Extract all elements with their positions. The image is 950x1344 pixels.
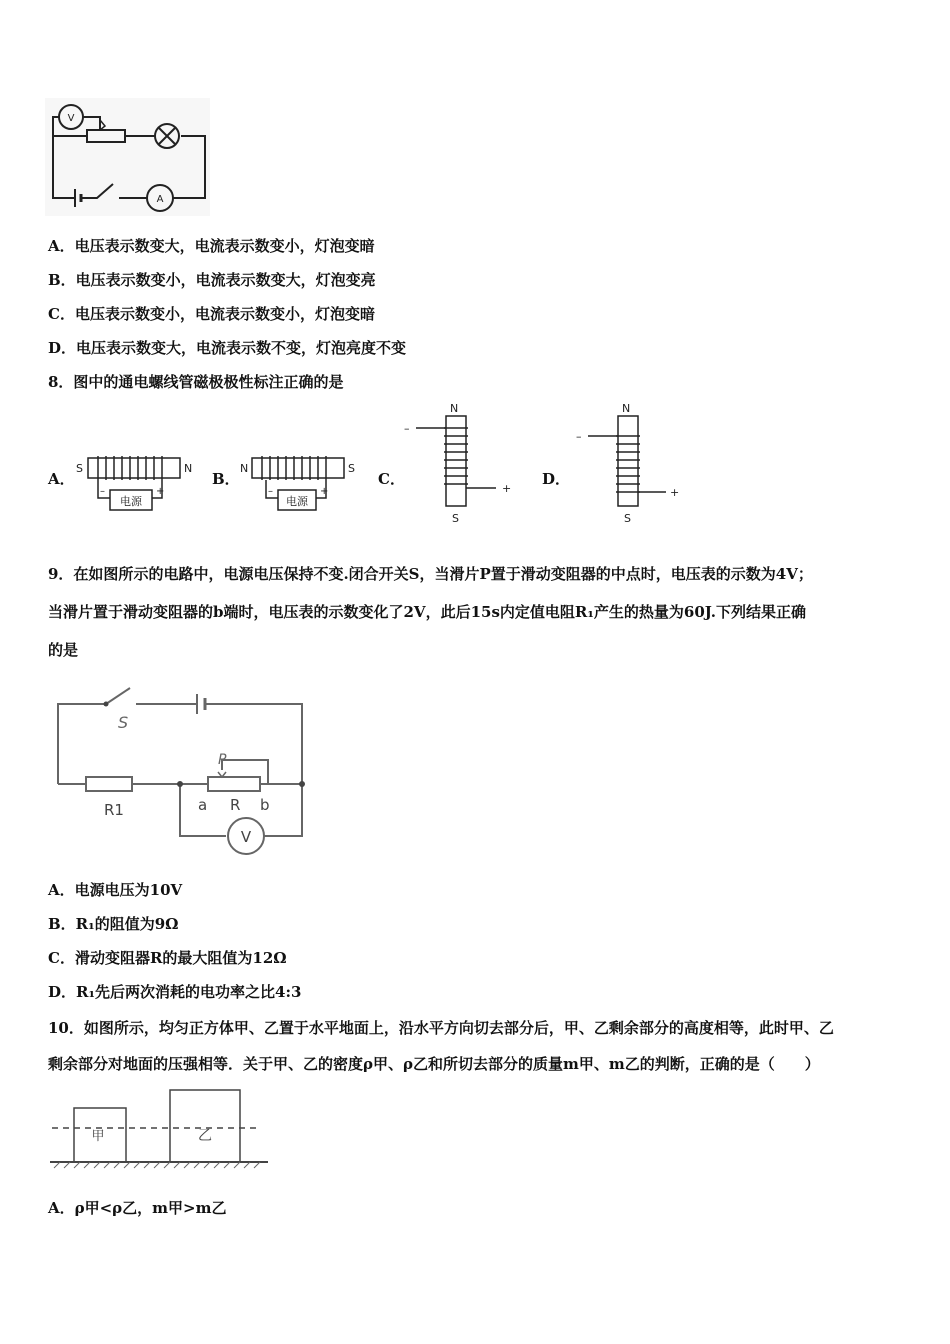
q7-option-a: A．电压表示数变大，电流表示数变小，灯泡变暗 [48, 237, 375, 255]
q8-a-pole-s: S [76, 462, 83, 475]
q10-blocks-diagram [48, 1088, 272, 1170]
q8-c-pole-s: S [452, 512, 459, 525]
q9-option-d: D．R₁先后两次消耗的电功率之比4:3 [48, 983, 302, 1001]
q9-switch-label: S [118, 713, 129, 732]
q9-r1-label: R1 [104, 801, 124, 819]
q10-stem-line-1: 10．如图所示，均匀正方体甲、乙置于水平地面上，沿水平方向切去部分后，甲、乙剩余部分的高度相等，此时甲、乙 [48, 1019, 834, 1037]
q9-option-b: B．R₁的阻值为9Ω [48, 915, 179, 933]
q8-option-a-label: A． [48, 470, 75, 488]
q8-option-c-label: C． [378, 470, 405, 488]
q9-stem-line-2: 当滑片置于滑动变阻器的b端时，电压表的示数变化了2V，此后15s内定值电阻R₁产生的热量为60J.下列结果正确 [48, 603, 806, 621]
q7-voltmeter-label: V [67, 113, 75, 124]
q10-block-jia-label: 甲 [91, 1129, 105, 1144]
q8-option-d-label: D． [542, 470, 571, 488]
q8-figure-c [400, 400, 520, 528]
q8-b-minus: – [268, 486, 273, 497]
q9-voltmeter-label: V [240, 828, 252, 846]
q8-a-pole-n: N [184, 462, 193, 475]
q9-terminal-a-label: a [198, 796, 208, 814]
q8-figure-d [568, 400, 688, 528]
q9-stem-line-1: 9．在如图所示的电路中，电源电压保持不变.闭合开关S，当滑片P置于滑动变阻器的中点时，电压表的示数为4V； [48, 565, 813, 583]
q9-circuit-diagram [50, 680, 312, 855]
q7-option-d: D．电压表示数变大，电流表示数不变，灯泡亮度不变 [48, 339, 407, 357]
q8-d-pole-n: N [622, 402, 631, 415]
q9-terminal-b-label: b [260, 796, 270, 814]
q8-a-power-label: 电源 [120, 495, 142, 508]
q8-b-power-label: 电源 [286, 495, 308, 508]
q9-slider-label: P [218, 752, 227, 768]
q8-b-plus: + [320, 486, 329, 497]
q8-a-plus: + [156, 486, 165, 497]
q8-stem: 8．图中的通电螺线管磁极极性标注正确的是 [48, 373, 344, 391]
q7-option-c: C．电压表示数变小，电流表示数变小，灯泡变暗 [48, 305, 375, 323]
q8-figure-a [72, 452, 202, 522]
q8-d-pole-s: S [624, 512, 631, 525]
q8-d-plus: + [670, 486, 680, 499]
q7-option-b: B．电压表示数变小，电流表示数变大，灯泡变亮 [48, 271, 376, 289]
q7-circuit-diagram [45, 98, 215, 220]
q10-block-yi-label: 乙 [198, 1128, 212, 1144]
q8-option-b-label: B． [212, 470, 240, 488]
q8-b-pole-n: N [240, 462, 249, 475]
q8-c-pole-n: N [450, 402, 459, 415]
q8-b-pole-s: S [348, 462, 355, 475]
q8-c-minus: – [404, 422, 410, 435]
q9-r-label: R [230, 796, 241, 814]
q9-stem-line-3: 的是 [48, 641, 79, 659]
q7-ammeter-label: A [156, 194, 164, 205]
q8-d-minus: – [576, 430, 582, 443]
q10-stem-line-2: 剩余部分对地面的压强相等．关于甲、乙的密度ρ甲、ρ乙和所切去部分的质量m甲、m乙的判断，正确的是（ ） [48, 1055, 820, 1073]
q8-c-plus: + [502, 482, 512, 495]
q8-figure-b [236, 452, 366, 522]
q8-a-minus: – [100, 486, 105, 497]
q9-option-a: A．电源电压为10V [48, 881, 183, 899]
q10-option-a: A．ρ甲<ρ乙，m甲>m乙 [48, 1199, 227, 1217]
q9-option-c: C．滑动变阻器R的最大阻值为12Ω [48, 949, 287, 967]
